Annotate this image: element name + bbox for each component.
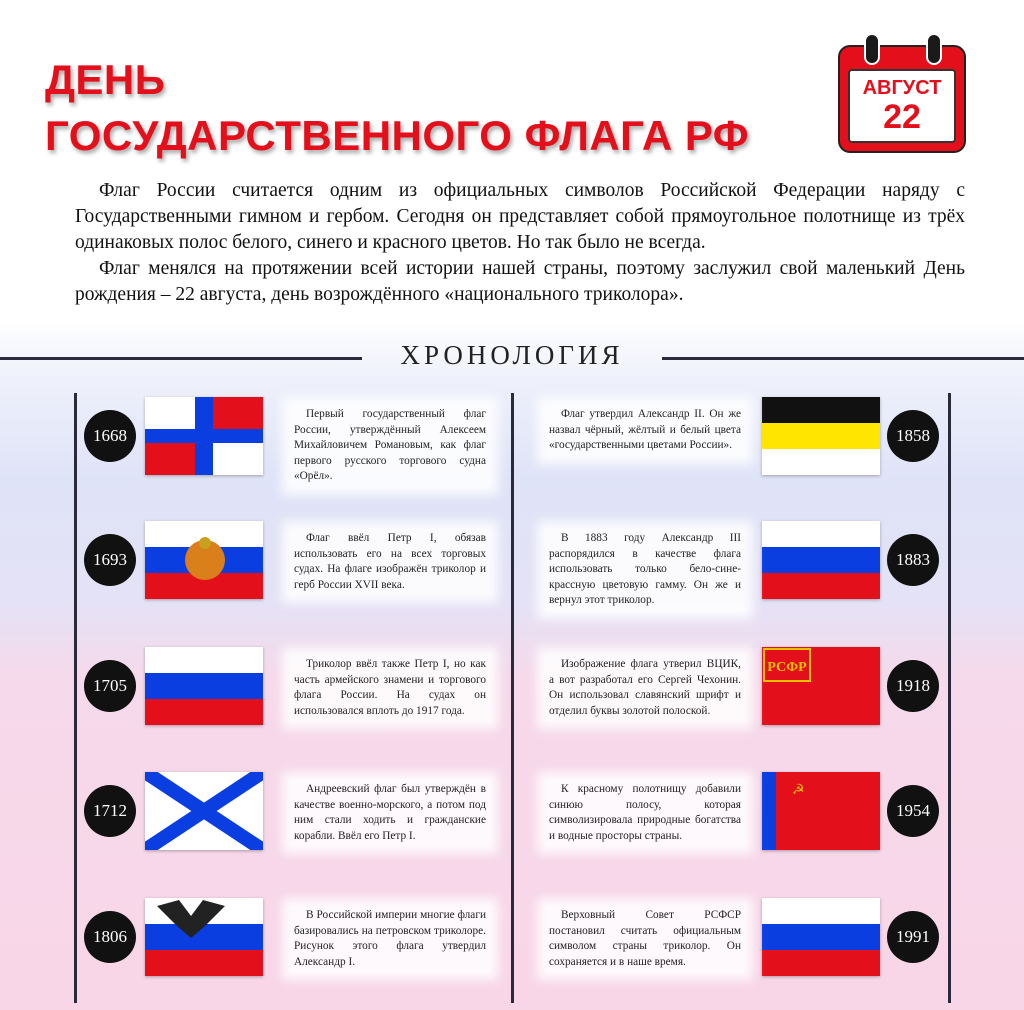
flag-tricolor-with-imperial-eagle (145, 898, 263, 976)
flag-st-andrew-flag (145, 772, 263, 850)
svg-text:☭: ☭ (792, 783, 805, 798)
flag-description: Флаг ввёл Петр I, обязав использовать его на всех торговых судах. На флаге изображён триколор и герб России XVII века. (290, 529, 490, 595)
calendar-ring (926, 33, 942, 65)
flag-rsfsr-flag (762, 647, 880, 725)
divider (0, 357, 362, 360)
year-badge: 1858 (887, 410, 939, 462)
flag-tricolor (762, 898, 880, 976)
timeline-line (948, 393, 951, 1003)
flag-description: Андреевский флаг был утверждён в качестве военно-морского, а потом под ним стали ходить и гражданские корабли. Ввёл его Петр I. (290, 780, 490, 846)
flag-description: К красному полотнищу добавили синюю полосу, которая символизировала природные богатства и водные просторы страны. (545, 780, 745, 846)
year-badge: 1954 (887, 785, 939, 837)
flag-description: Триколор ввёл также Петр I, но как часть армейского знамени и торгового флага России. На судах он использовался вплоть до 1917 года. (290, 655, 490, 721)
intro-paragraph: Флаг России считается одним из официальных символов Российской Федерации наряду с Государственными гимном и гербом. Сегодня он представляет собой прямоугольное полотнище из трёх одинаковых полос белого, синего и красного цветов. Но так было не всегда. (75, 180, 965, 253)
calendar-ring (864, 33, 880, 65)
flag-description: Первый государственный флаг России, утверждённый Алексеем Михайловичем Романовым, как флаг первого русского торгового судна «Орёл». (290, 405, 490, 487)
title-line-2: ГОСУДАРСТВЕННОГО ФЛАГА РФ (45, 112, 750, 159)
year-badge: 1806 (84, 911, 136, 963)
flag-description: Флаг утвердил Александр II. Он же назвал чёрный, жёлтый и белый цвета «государственными цветами России». (545, 405, 745, 456)
year-badge: 1883 (887, 534, 939, 586)
year-badge: 1991 (887, 911, 939, 963)
flag-tricolor (145, 647, 263, 725)
year-badge: 1668 (84, 410, 136, 462)
calendar-day: 22 (883, 98, 921, 136)
flag-description: Верховный Совет РСФСР постановил считать официальным символом страны триколор. Он сохраняется и в наше время. (545, 906, 745, 972)
calendar-icon (838, 45, 966, 153)
year-badge: 1705 (84, 660, 136, 712)
year-badge: 1693 (84, 534, 136, 586)
calendar-month: АВГУСТ (862, 77, 942, 99)
title-line-1: ДЕНЬ (45, 56, 166, 103)
flag-tricolor (762, 521, 880, 599)
flag-rsfsr-1954-flag (762, 772, 880, 850)
svg-text:РСФР: РСФР (767, 660, 807, 675)
flag-black-yellow-white (762, 397, 880, 475)
intro-paragraph: Флаг менялся на протяжении всей истории нашей страны, поэтому заслужил свой маленький День рождения – 22 августа, день возрождённого «национального триколора». (75, 258, 965, 305)
section-title: ХРОНОЛОГИЯ (400, 340, 624, 370)
page-title (45, 52, 749, 164)
flag-description: Изображение флага утверил ВЦИК, а вот разработал его Сергей Чехонин. Он использовал славянский шрифт и отделил буквы золотой полоской. (545, 655, 745, 721)
flag-description: В Российской империи многие флаги базировались на петровском триколоре. Рисунок этого флага утвердил Александр I. (290, 906, 490, 972)
flag-description: В 1883 году Александр III распорядился в качестве флага использовать только бело-сине-крассную цветовую гамму. Он же и вернул этот триколор. (545, 529, 745, 611)
intro-text (75, 178, 965, 308)
timeline-line (74, 393, 77, 1003)
flag-first-russian-flag (145, 397, 263, 475)
year-badge: 1712 (84, 785, 136, 837)
divider (662, 357, 1024, 360)
timeline-line (511, 393, 514, 1003)
flag-tricolor-with-eagle (145, 521, 263, 599)
year-badge: 1918 (887, 660, 939, 712)
